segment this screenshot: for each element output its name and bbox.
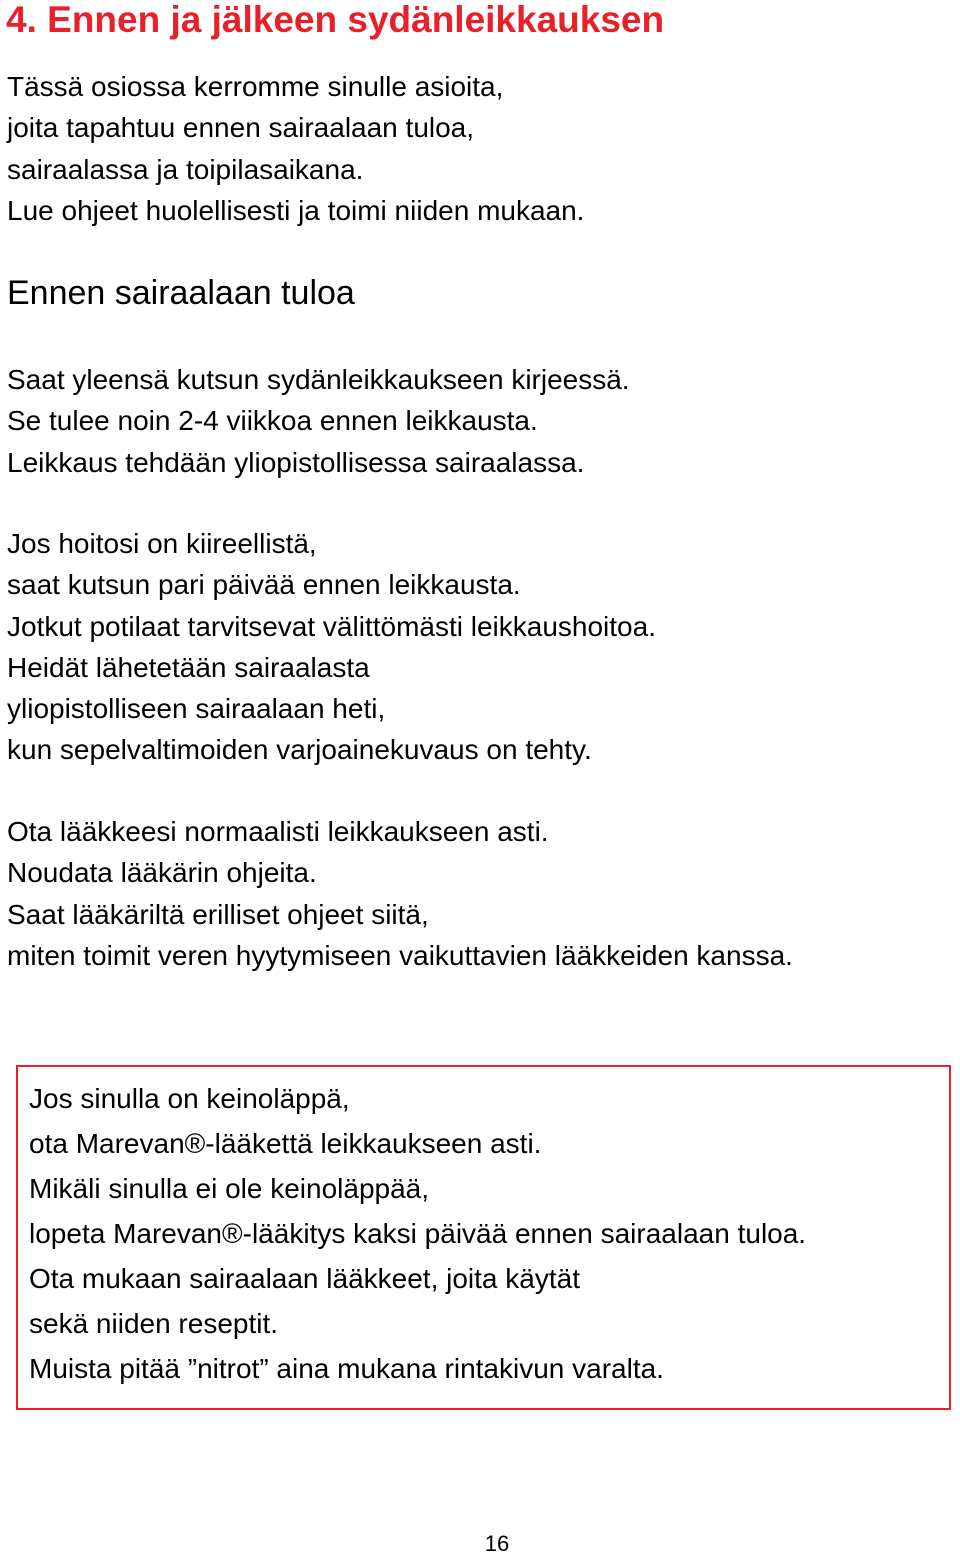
intro-line: sairaalassa ja toipilasaikana. [7, 153, 364, 185]
medication-line: Noudata lääkärin ohjeita. [7, 857, 317, 889]
urgent-line: saat kutsun pari päivää ennen leikkausta. [7, 569, 521, 601]
intro-line: Lue ohjeet huolellisesti ja toimi niiden mukaan. [7, 194, 585, 226]
invitation-line: Se tulee noin 2-4 viikkoa ennen leikkausta. [7, 405, 538, 437]
medication-notice-box [16, 1065, 951, 1410]
notice-line: lopeta Marevan®-lääkitys kaksi päivää ennen sairaalaan tuloa. [29, 1218, 807, 1249]
notice-text [29, 1076, 806, 1391]
invitation-paragraph [7, 359, 630, 483]
intro-line: joita tapahtuu ennen sairaalaan tuloa, [7, 112, 475, 144]
page-number: 16 [484, 1531, 510, 1556]
intro-line: Tässä osiossa kerromme sinulle asioita, [7, 71, 504, 102]
medication-line: Saat lääkäriltä erilliset ohjeet siitä, [7, 898, 429, 930]
urgent-paragraph [7, 523, 656, 771]
medication-line: miten toimit veren hyytymiseen vaikuttavien lääkkeiden kanssa. [7, 939, 793, 971]
invitation-line: Leikkaus tehdään yliopistollisessa sairaalassa. [7, 446, 585, 478]
urgent-line: Heidät lähetetään sairaalasta [7, 651, 370, 683]
notice-line: Mikäli sinulla ei ole keinoläppää, [29, 1173, 430, 1204]
notice-line: Jos sinulla on keinoläppä, [29, 1083, 350, 1114]
urgent-line: Jos hoitosi on kiireellistä, [7, 528, 317, 559]
invitation-line: Saat yleensä kutsun sydänleikkaukseen kirjeessä. [7, 364, 630, 395]
section-title: Ennen sairaalaan tuloa [7, 274, 355, 312]
notice-line: Ota mukaan sairaalaan lääkkeet, joita käytät [29, 1263, 580, 1294]
chapter-heading: 4. Ennen ja jälkeen sydänleikkauksen [6, 0, 665, 40]
medication-line: Ota lääkkeesi normaalisti leikkaukseen asti. [7, 816, 549, 847]
urgent-line: kun sepelvaltimoiden varjoainekuvaus on tehty. [7, 734, 592, 766]
notice-line: sekä niiden reseptit. [29, 1308, 279, 1339]
notice-line: Muista pitää ”nitrot” aina mukana rintakivun varalta. [29, 1353, 664, 1384]
intro-paragraph [7, 66, 584, 231]
urgent-line: Jotkut potilaat tarvitsevat välittömästi leikkaushoitoa. [7, 610, 656, 642]
notice-line: ota Marevan®-lääkettä leikkaukseen asti. [29, 1128, 542, 1159]
medication-paragraph [7, 811, 793, 976]
urgent-line: yliopistolliseen sairaalaan heti, [7, 693, 386, 725]
